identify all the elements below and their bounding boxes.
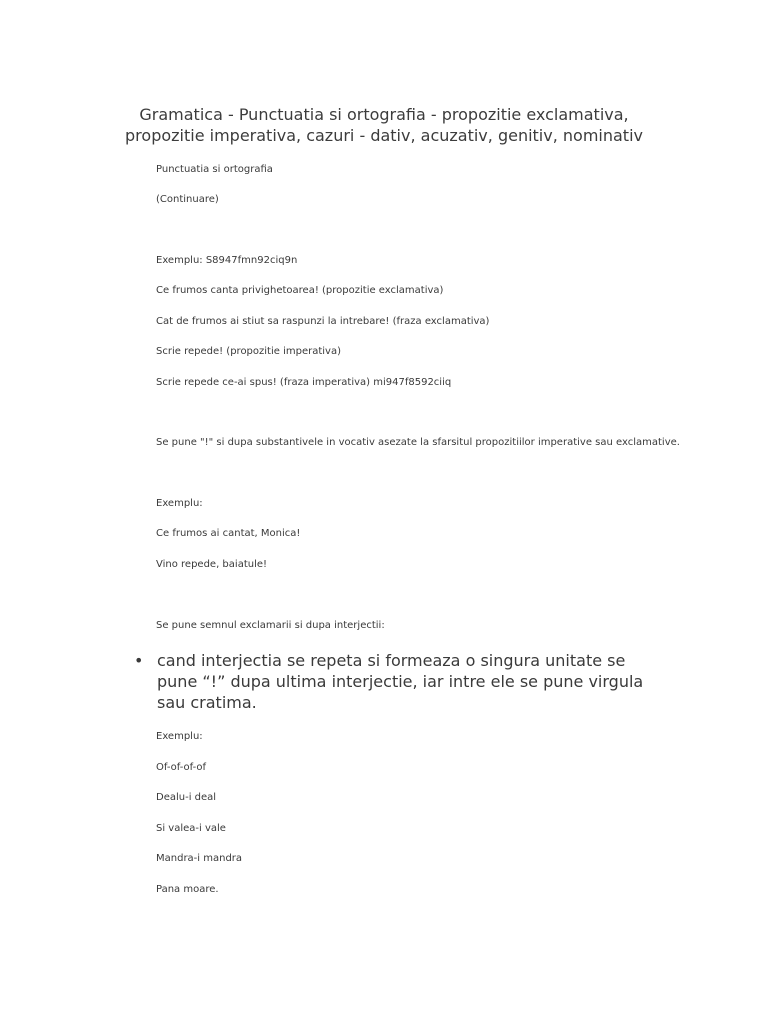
paragraph: Se pune "!" si dupa substantivele in vocativ asezate la sfarsitul propozitiilor imperative sau exclamative. bbox=[156, 437, 680, 448]
document-title: Gramatica - Punctuatia si ortografia - propozitie exclamativa, propozitie imperativa, cazuri - dativ, acuzativ, genitiv, nominativ bbox=[125, 105, 643, 145]
bullet-marker: • bbox=[134, 651, 144, 670]
paragraph: Pana moare. bbox=[156, 884, 219, 895]
paragraph: Ce frumos canta privighetoarea! (propozitie exclamativa) bbox=[156, 285, 444, 296]
paragraph: Dealu-i deal bbox=[156, 792, 217, 803]
paragraph: Punctuatia si ortografia bbox=[156, 164, 273, 175]
paragraph: Scrie repede ce-ai spus! (fraza imperativa) mi947f8592ciiq bbox=[156, 377, 452, 388]
paragraph: Cat de frumos ai stiut sa raspunzi la intrebare! (fraza exclamativa) bbox=[156, 316, 490, 327]
paragraph: Mandra-i mandra bbox=[156, 853, 243, 864]
paragraph: Scrie repede! (propozitie imperativa) bbox=[156, 346, 341, 357]
paragraph: (Continuare) bbox=[156, 194, 219, 205]
paragraph: Si valea-i vale bbox=[156, 823, 226, 834]
paragraph: Vino repede, baiatule! bbox=[156, 559, 268, 570]
paragraph: Ce frumos ai cantat, Monica! bbox=[156, 528, 301, 539]
paragraph: Of-of-of-of bbox=[156, 762, 207, 773]
bullet-text: cand interjectia se repeta si formeaza o singura unitate se pune “!” dupa ultima interjectie, iar intre ele se pune virgula sau cratima. bbox=[157, 651, 644, 712]
paragraph: Exemplu: S8947fmn92ciq9n bbox=[156, 255, 298, 266]
paragraph: Exemplu: bbox=[156, 731, 203, 742]
paragraph: Exemplu: bbox=[156, 498, 203, 509]
paragraph: Se pune semnul exclamarii si dupa interjectii: bbox=[156, 620, 385, 631]
